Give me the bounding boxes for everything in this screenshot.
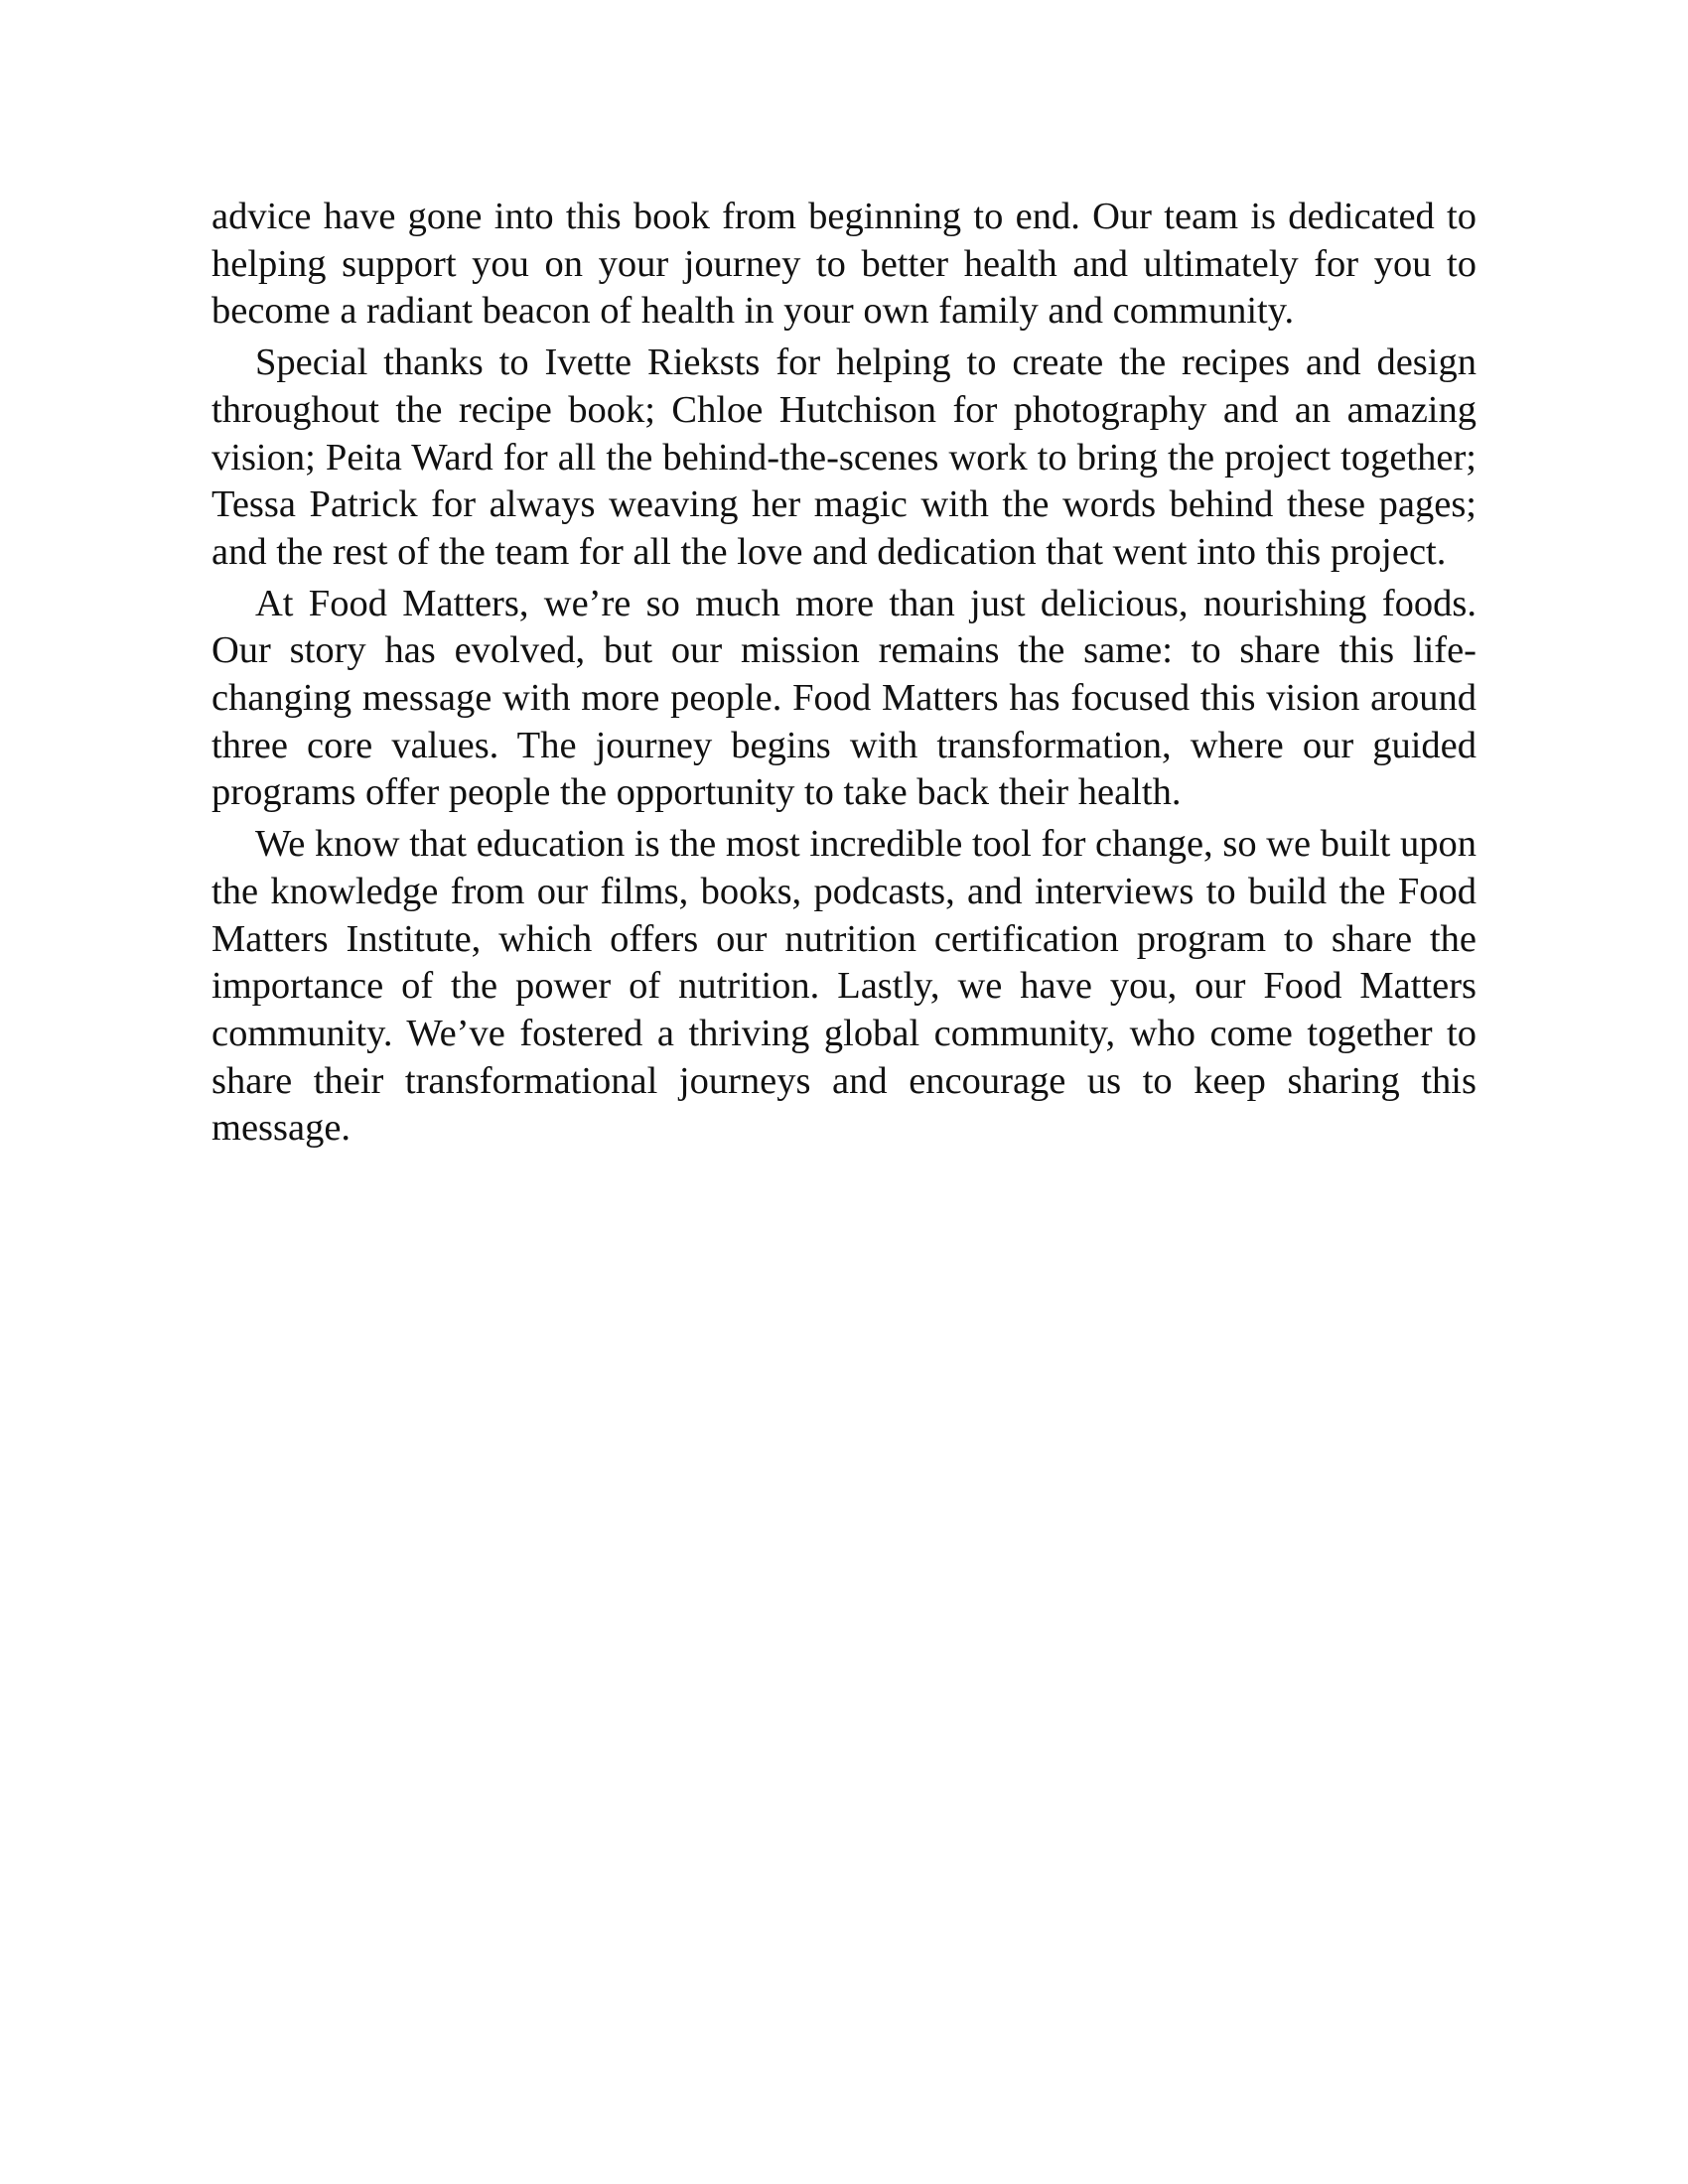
paragraph-continued: advice have gone into this book from beginning to end. Our team is dedicated to helping support you on your journey to better health and ultimately for you to become a radiant beacon of health in your own family and community. (211, 196, 1477, 333)
page-body (211, 194, 1477, 1157)
paragraph-special-thanks: Special thanks to Ivette Rieksts for helping to create the recipes and design throughout the recipe book; Chloe Hutchison for photography and an amazing vision; Peita Ward for all the behind-the-scenes work to bring the project together; Tessa Patrick for always weaving her magic with the words behind these pages; and the rest of the team for all the love and dedication that went into this project. (211, 341, 1477, 573)
paragraph-education-community: We know that education is the most incredible tool for change, so we built upon the knowledge from our films, books, podcasts, and interviews to build the Food Matters Institute, which offers our nutrition certification program to share the importance of the power of nutrition. Lastly, we have you, our Food Matters community. We’ve fostered a thriving global community, who come together to share their transformational journeys and encourage us to keep sharing this message. (211, 823, 1477, 1150)
paragraph-food-matters-mission: At Food Matters, we’re so much more than just delicious, nourishing foods. Our story has evolved, but our mission remains the same: to share this life-changing message with more people. Food Matters has focused this vision around three core values. The journey begins with transformation, where our guided programs offer people the opportunity to take back their health. (211, 582, 1477, 814)
